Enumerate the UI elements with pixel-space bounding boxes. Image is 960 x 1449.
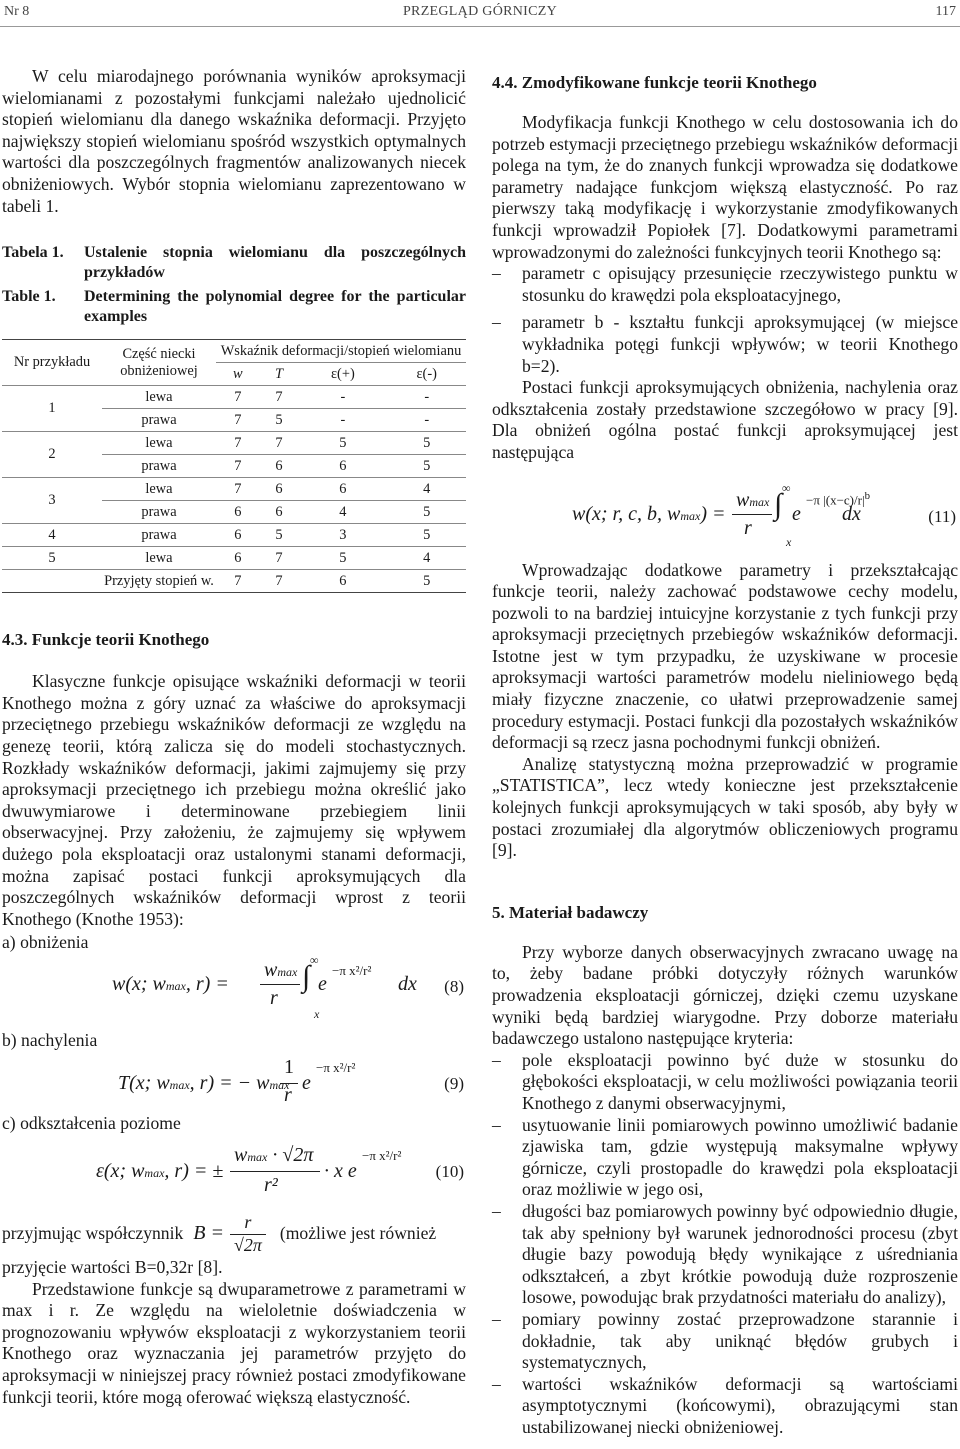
paragraph-4-4b: Postaci funkcji aproksymujących obniżenia, nachylenia oraz odkształcenia zostały przedstawione szczegółowo w pracy [9]. Dla obniżeń ogólna postać funkcji aproksymującej jest następująca	[492, 377, 958, 462]
page-header	[0, 0, 960, 24]
header-divider	[0, 26, 960, 27]
coefficient-line: przyjmując współczynnik B = $\frac{r}{√2\pi}$ (możliwe jest również	[2, 1211, 437, 1255]
list-item: – pole eksploatacji powinno być duże w stosunku do głębokości eksploatacji, w celu możliwości powiązania teorii Knothego z danymi obserwacyjnymi,	[492, 1050, 958, 1115]
list-item: – pomiary powinny zostać przeprowadzone starannie i dokładnie, tak aby uniknąć błędów grubych i systematycznych,	[492, 1309, 958, 1374]
equation-9: T(x; wmax, r) = − wmax 1 r e −π x²/r² (9)	[118, 1056, 464, 1107]
section-heading-4-3: 4.3. Funkcje teorii Knothego	[2, 630, 210, 650]
list-item: – parametr c opisujący przesunięcie rzeczywistego punktu w stosunku do krawędzi pola eksploatacyjnego,	[492, 263, 958, 306]
list-item: – długości baz pomiarowych powinny być odpowiednio długie, tak aby spełniony był warunek jednorodności procesu (zbyt długie bazy powodują błędy wynikające z uśredniania odkształceń, a zbyt krótkie powodują duże rozproszenie losowe, powodując brak przydatności materiału do analizy),	[492, 1201, 958, 1309]
label-a: a) obniżenia	[2, 932, 89, 953]
th-eps-minus: ε(-)	[387, 363, 466, 386]
paragraph-4-4c: Wprowadzając dodatkowe parametry i przekształcając funkcje teorii, należy zachować podstawowe cechy modelu, pozwoli to na bardziej intuicyjne korzystanie z tych funkcji przy aproksymacji przeciętnych przebiegów wskaźników deformacji. Istotne jest w tym przypadku, że uzyskiwane w procesie aproksymacji wartości parametrów modelu nieliniowego będą miały fizyczne znaczenie, co ułatwi przeprowadzenie samej procedury estymacji. Postaci funkcji dla pozostałych wskaźników deformacji są rzecz jasna pochodnymi funkcji obniżeń.	[492, 559, 958, 753]
table-row-final: Przyjęty stopień w. 7 7 6 5	[2, 570, 466, 593]
criteria-list	[492, 1050, 958, 1439]
th-T: T	[260, 363, 299, 386]
table-row: prawa 6 6 4 5	[2, 501, 466, 524]
th-group: Wskaźnik deformacji/stopień wielomianu	[216, 340, 466, 363]
left-column	[2, 66, 466, 1408]
table-caption-pl: Tabela 1. Ustalenie stopnia wielomianu dla poszczególnych przykładów	[2, 244, 466, 282]
table-row: 1 lewa 7 7 - -	[2, 386, 466, 409]
table-row: prawa 7 6 6 5	[2, 455, 466, 478]
table-row: 5 lewa 6 7 5 4	[2, 547, 466, 570]
equation-8: w(x; wmax, r) = wmax r ∫ ∞ x e −π x²/r² dx (8)	[112, 952, 464, 1021]
section-heading-4-4: 4.4. Zmodyfikowane funkcje teorii Knothego	[492, 73, 817, 92]
list-item: – parametr b - kształtu funkcji aproksymującej (w miejsce wykładnika potęgi funkcji wpływów; w teorii Knothego b=2).	[492, 312, 958, 377]
section-heading-5: 5. Materiał badawczy	[492, 902, 649, 922]
paragraph-4-4d: Analizę statystyczną można przeprowadzić w programie „STATISTICA”, lecz wtedy konieczne jest przekształcenie kolejnych funkcji aproksymujących w taki sposób, aby były w postaci zrozumiałej dla algorytmów obliczeniowych programu [9].	[492, 753, 958, 861]
parameter-list	[492, 263, 958, 377]
table-row: prawa 7 5 - -	[2, 409, 466, 432]
label-c: c) odkształcenia poziome	[2, 1113, 181, 1134]
page-number: 117	[935, 4, 956, 19]
paragraph-4-3: Klasyczne funkcje opisujące wskaźniki deformacji w teorii Knothego można z góry uznać za właściwe do aproksymacji przeciętnego przebiegu wskaźników deformacji ze względu na genezę teorii, którą zalicza się do modeli stochastycznych. Rozkłady wskaźników deformacji, jakimi zajmujemy się przy aproksymacji przeciętnego ich przebiegu można określić jako dwuwymiarowe i determinowane przebiegiem linii obserwacyjnej. Przy założeniu, że zajmujemy się wpływem dużego pola eksploatacji oraz ustalonymi stanami deformacji, można zapisać postaci funkcji aproksymujących dla poszczególnych wskaźników deformacji wprost z teorii Knothego (Knothe 1953):	[2, 671, 466, 929]
th-example: Nr przykładu	[2, 340, 102, 386]
polynomial-degree-table	[2, 339, 466, 593]
right-column	[492, 66, 958, 1438]
paragraph-final-left: Przedstawione funkcje są dwuparametrowe z parametrami w max i r. Ze względu na wieloletnie doświadczenia w prognozowaniu wpływów eksploatacji z wykorzystaniem teorii Knothego oraz wyznaczania jej parametrów przyjęto do aproksymacji w niniejszej pracy również postaci zmodyfikowane funkcji teorii, które mogą oferować większą elastyczność.	[2, 1278, 466, 1407]
journal-title: PRZEGLĄD GÓRNICZY	[402, 4, 558, 19]
equation-10: ε(x; wmax, r) = ± wmax · √2π r² · x e −π x²/r² (10)	[96, 1144, 464, 1197]
list-item: – wartości wskaźników deformacji są wartościami asymptotycznymi (końcowymi), obrazującymi stan ustabilizowanej niecki obniżeniowej.	[492, 1374, 958, 1439]
table-caption-en: Table 1. Determining the polynomial degree for the particular examples	[2, 288, 466, 326]
label-b: b) nachylenia	[2, 1029, 98, 1050]
th-eps-plus: ε(+)	[298, 363, 387, 386]
list-item: – usytuowanie linii pomiarowych powinno umożliwić badanie zjawiska tam, gdzie występują maksymalne wpływy górnicze, czyli prostopadle do krawędzi pola eksploatacji oraz możliwie w jego osi,	[492, 1115, 958, 1201]
th-part: Część niecki obniżeniowej	[102, 340, 216, 386]
equation-11: w(x; r, c, b, wmax) = wmax r ∫ ∞ x e −π $|(x-c)/r|^b$ dx (11)	[572, 480, 956, 549]
coefficient-after: przyjęcie wartości B=0,32r [8].	[2, 1257, 223, 1278]
intro-paragraph: W celu miarodajnego porównania wyników aproksymacji wielomianami z pozostałymi funkcjami należało ujednolicić stopień wielomianu dla danego wskaźnika deformacji. Przyjęto największy stopień wielomianu spośród wszystkich optymalnych wartości dla poszczególnych fragmentów analizowanych niecek obniżeniowych. Wybór stopnia wielomianu zaprezentowano w tabeli 1.	[2, 66, 466, 216]
table-row: 4 prawa 6 5 3 5	[2, 524, 466, 547]
table-row: 3 lewa 7 6 6 4	[2, 478, 466, 501]
table-row: 2 lewa 7 7 5 5	[2, 432, 466, 455]
paragraph-5: Przy wyborze danych obserwacyjnych zwracano uwagę na to, żeby badane próbki dotyczyły różnych warunków prowadzenia eksploatacji górniczej, dzięki czemu uzyskane wyniki będą bardziej wiarygodne. Przy doborze materiału badawczego ustalono następujące kryteria:	[492, 941, 958, 1049]
th-w: w	[216, 363, 260, 386]
issue-number: Nr 8	[4, 4, 30, 19]
paragraph-4-4a: Modyfikacja funkcji Knothego w celu dostosowania ich do potrzeb estymacji przeciętnego przebiegu wskaźników deformacji polega na tym, że do znanych funkcji wprowadza się dodatkowe parametry nadające funkcjom większą elastyczność. Po raz pierwszy taką modyfikację i wykorzystanie zmodyfikowanych funkcji wprowadził Popiołek [7]. Dodatkowymi parametrami wprowadzonymi do zależności funkcyjnych teorii Knothego są:	[492, 112, 958, 262]
